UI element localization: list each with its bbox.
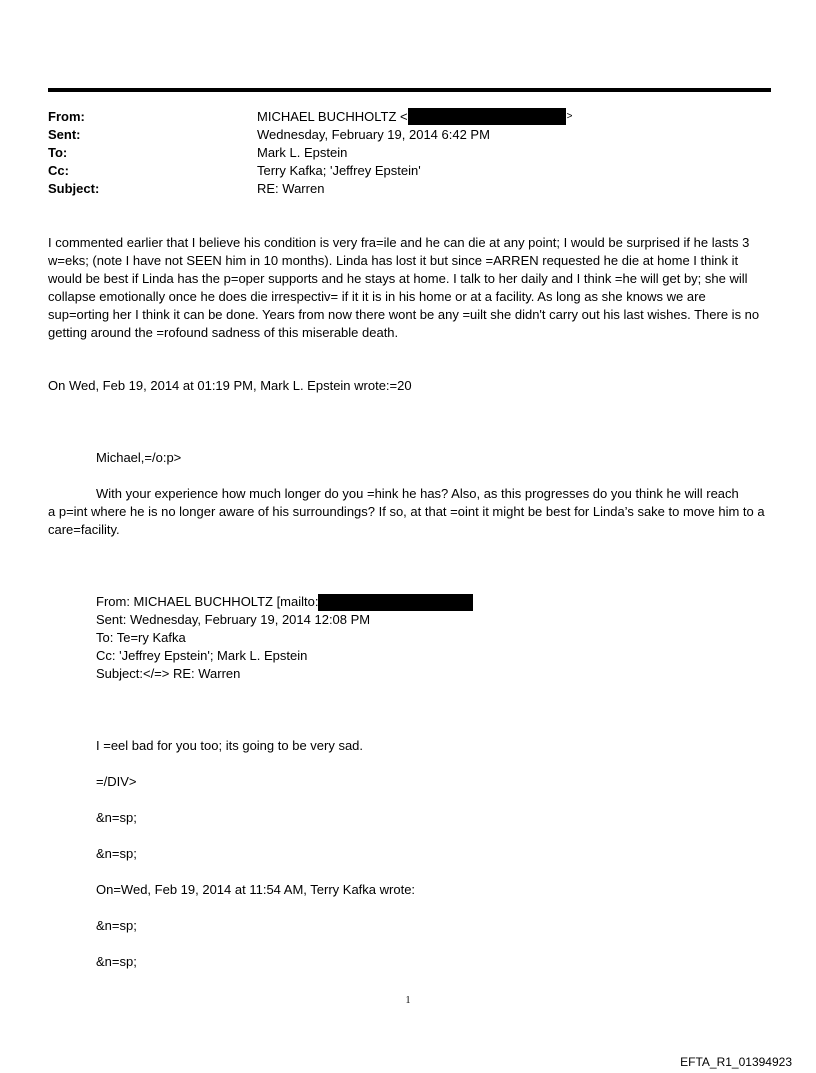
fwd-from: [96, 593, 473, 611]
cc-value: Terry Kafka; 'Jeffrey Epstein': [257, 162, 421, 178]
page-number: 1: [405, 995, 411, 1006]
line-div: =/DIV>: [96, 774, 137, 789]
from-close: >: [566, 110, 573, 122]
sent-label: Sent:: [48, 126, 81, 142]
redaction-block: [408, 108, 566, 125]
fwd-cc: Cc: 'Jeffrey Epstein'; Mark L. Epstein: [96, 648, 308, 663]
body-paragraph-1: I commented earlier that I believe his condition is very fra=ile and he can die at any point; I would be surprised if he lasts 3 w=eks; (note I have not SEEN him in 10 months). Linda has lost it but since =ARREN requested he die at home I think it would be best if Linda has the p=oper supports and he stays at home. I talk to her daily and I think =he will get by; she will collapse emotionally once he does die irrespectiv= if it it is in his home or at a facility. As long as she knows we are sup=orting her I think it can be done. Years from now there wont be any =uilt she didn't carry out his last wishes. There is no getting around the =rofound sadness of this miserable death.: [48, 235, 760, 340]
fwd-subject: Subject:</=> RE: Warren: [96, 666, 241, 681]
sent-row: [48, 125, 771, 143]
to-value: Mark L. Epstein: [257, 144, 348, 160]
from-label: From:: [48, 108, 85, 124]
to-label: To:: [48, 144, 68, 160]
salutation: Michael,=/o:p>: [96, 450, 182, 465]
subject-label: Subject:: [48, 180, 100, 196]
from-name: MICHAEL BUCHHOLTZ <: [257, 108, 408, 124]
subject-value: RE: Warren: [257, 180, 325, 196]
nbsp-line-1: &n=sp;: [96, 810, 137, 825]
nbsp-line-3: &n=sp;: [96, 918, 137, 933]
redaction-block: [318, 594, 473, 611]
cc-row: [48, 161, 771, 179]
line-on: On=Wed, Feb 19, 2014 at 11:54 AM, Terry Kafka wrote:: [96, 882, 416, 897]
fwd-to: To: Te=ry Kafka: [96, 630, 186, 645]
body-paragraph-2-first: With your experience how much longer do you =hink he has? Also, as this progresses do you think he will reach: [96, 486, 739, 501]
from-row: [48, 107, 771, 125]
cc-label: Cc:: [48, 162, 69, 178]
fwd-from-text: From: MICHAEL BUCHHOLTZ [mailto:: [96, 594, 319, 609]
fwd-sent: Sent: Wednesday, February 19, 2014 12:08 PM: [96, 612, 371, 627]
nbsp-line-2: &n=sp;: [96, 846, 137, 861]
body-paragraph-2-rest: a p=int where he is no longer aware of his surroundings? If so, at that =oint it might be best for Linda’s sake to move him to a care=facility.: [48, 504, 765, 537]
email-header: [48, 107, 771, 197]
header-rule: [48, 88, 771, 92]
subject-row: [48, 179, 771, 197]
bates-number: EFTA_R1_01394923: [680, 1055, 792, 1069]
quote-line: On Wed, Feb 19, 2014 at 01:19 PM, Mark L. Epstein wrote:=20: [48, 378, 412, 393]
to-row: [48, 143, 771, 161]
line-feel: I =eel bad for you too; its going to be very sad.: [96, 738, 364, 753]
nbsp-line-4: &n=sp;: [96, 954, 137, 969]
from-value: [257, 108, 572, 125]
sent-value: Wednesday, February 19, 2014 6:42 PM: [257, 126, 490, 142]
